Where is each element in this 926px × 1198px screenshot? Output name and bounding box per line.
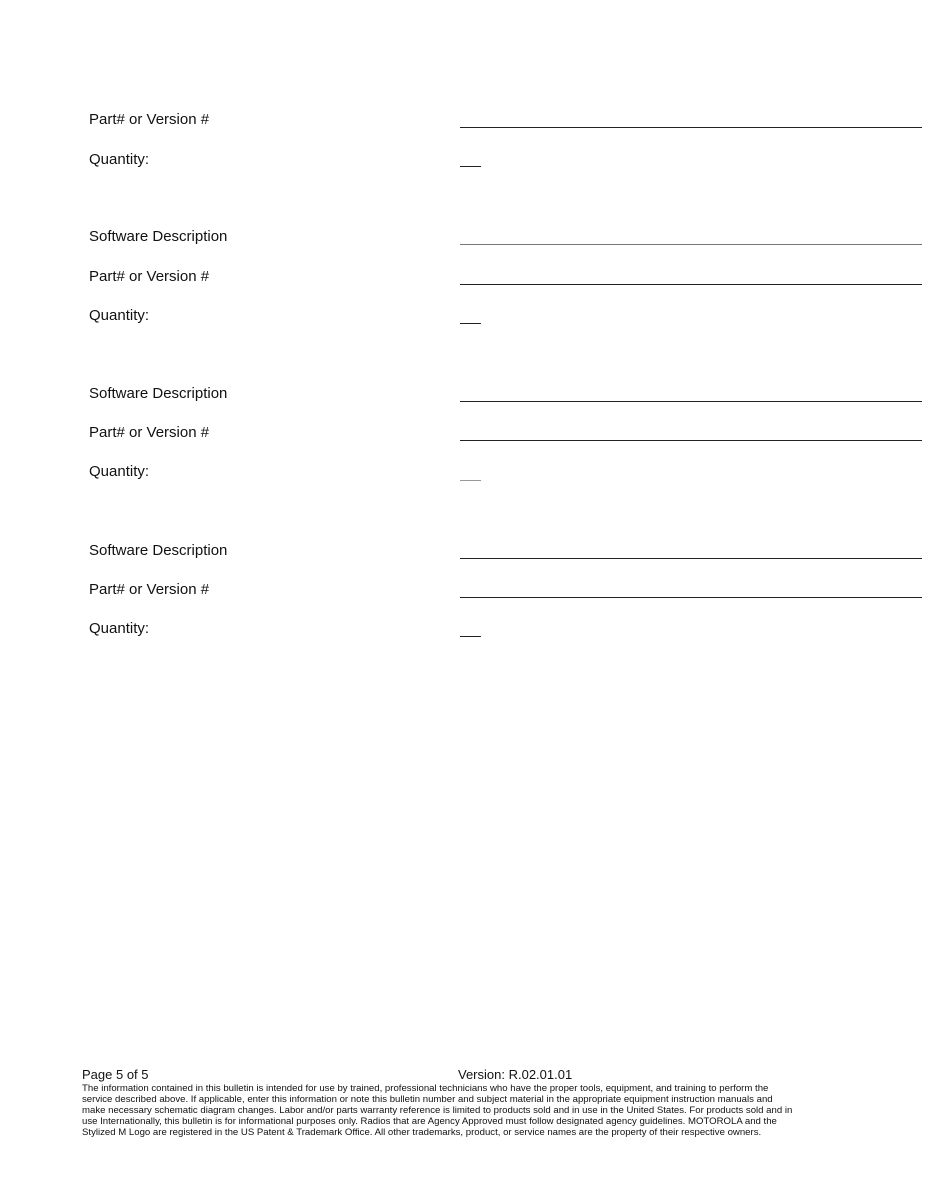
quantity-label: Quantity: [89,151,150,168]
quantity-line[interactable] [460,323,481,324]
quantity-row-2 [0,306,926,346]
page-footer [82,1067,882,1138]
part-version-line[interactable] [460,127,922,128]
software-description-line[interactable] [460,401,922,402]
part-version-row-4 [0,580,926,620]
part-version-row-1 [0,110,926,150]
part-version-label: Part# or Version # [89,424,210,441]
quantity-label: Quantity: [89,463,150,480]
quantity-row-4 [0,619,926,659]
part-version-line[interactable] [460,597,922,598]
software-description-row-2 [0,227,926,267]
software-description-line[interactable] [460,558,922,559]
part-version-label: Part# or Version # [89,581,210,598]
disclaimer-line: use Internationally, this bulletin is for informational purposes only. Radios that are Agency Approved must follow designated agency guidelines. MOTOROLA and the [82,1116,777,1127]
page-number: Page 5 of 5 [82,1067,149,1082]
software-description-label: Software Description [89,385,228,402]
part-version-label: Part# or Version # [89,111,210,128]
version-number: Version: R.02.01.01 [458,1067,573,1082]
part-version-row-3 [0,423,926,463]
quantity-label: Quantity: [89,620,150,637]
part-version-label: Part# or Version # [89,268,210,285]
software-description-row-3 [0,384,926,424]
part-version-line[interactable] [460,440,922,441]
quantity-label: Quantity: [89,307,150,324]
quantity-row-1 [0,150,926,190]
software-description-line[interactable] [460,244,922,245]
software-description-label: Software Description [89,542,228,559]
disclaimer-text [82,1083,882,1138]
disclaimer-line: make necessary schematic diagram changes. Labor and/or parts warranty reference is limited to products sold and in use in the United States. For products sold and in [82,1105,793,1116]
disclaimer-line: service described above. If applicable, enter this information or note this bulletin number and subject material in the appropriate equipment instruction manuals and [82,1094,773,1105]
disclaimer-line: The information contained in this bulletin is intended for use by trained, professional technicians who have the proper tools, equipment, and training to perform the [82,1083,769,1094]
quantity-row-3 [0,462,926,502]
quantity-line[interactable] [460,166,481,167]
quantity-line[interactable] [460,480,481,481]
quantity-line[interactable] [460,636,481,637]
part-version-row-2 [0,267,926,307]
disclaimer-line: Stylized M Logo are registered in the US Patent & Trademark Office. All other trademarks, product, or service names are the property of their respective owners. [82,1127,762,1138]
software-description-label: Software Description [89,228,228,245]
software-description-row-4 [0,541,926,581]
footer-header [82,1067,882,1083]
part-version-line[interactable] [460,284,922,285]
